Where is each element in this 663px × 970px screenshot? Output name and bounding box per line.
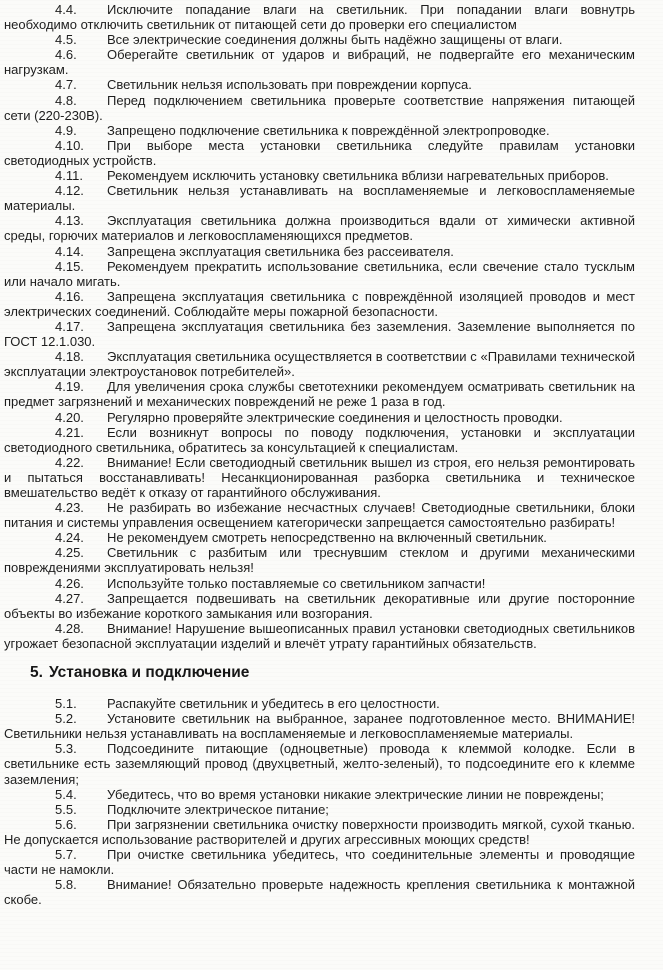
- clause-number: 5.2.: [55, 711, 77, 727]
- clause-text: Внимание! Обязательно проверьте надежность крепления светильника к монтажной скобе.: [4, 877, 635, 908]
- clause-paragraph: [4, 591, 635, 621]
- clause-number: 5.7.: [55, 846, 77, 862]
- clause-number: 4.25.: [55, 545, 84, 561]
- clause-text: Запрещено подключение светильника к повреждённой электропроводке.: [107, 122, 550, 138]
- clause-paragraph: [4, 741, 635, 786]
- clause-paragraph: [4, 410, 635, 425]
- clause-paragraph: [4, 213, 635, 243]
- clause-paragraph: [4, 123, 635, 138]
- clause-paragraph: [4, 138, 635, 168]
- clause-text: Светильник нельзя использовать при повреждении корпуса.: [107, 77, 472, 93]
- clause-text: Внимание! Если светодиодный светильник вышел из строя, его нельзя ремонтировать и пытаться восстанавливать! Несанкционированная разборка светильника и техническое вмешательство ведёт к отказу от гарантийного обслуживания.: [4, 454, 635, 500]
- clause-text: Оберегайте светильник от ударов и вибраций, не подвергайте его механическим нагрузкам.: [4, 47, 635, 78]
- section-4-clauses: [4, 2, 635, 651]
- clause-paragraph: [4, 379, 635, 409]
- clause-number: 4.28.: [55, 620, 84, 636]
- clause-number: 4.12.: [55, 183, 84, 199]
- clause-text: Подключите электрическое питание;: [107, 801, 329, 817]
- clause-text: Не разбирать во избежание несчастных случаев! Светодиодные светильники, блоки питания и системы управления освещением категорически запрещается самостоятельно разбирать!: [4, 500, 635, 531]
- clause-number: 4.26.: [55, 575, 84, 591]
- clause-text: Распакуйте светильник и убедитесь в его целостности.: [107, 696, 440, 712]
- clause-paragraph: [4, 530, 635, 545]
- clause-number: 4.16.: [55, 288, 84, 304]
- clause-number: 5.5.: [55, 801, 77, 817]
- clause-number: 5.1.: [55, 696, 77, 712]
- clause-number: 4.7.: [55, 77, 77, 93]
- clause-text: При выборе места установки светильника следуйте правилам установки светодиодных устройств.: [4, 137, 635, 168]
- clause-number: 4.24.: [55, 530, 84, 546]
- clause-text: Запрещена эксплуатация светильника без заземления. Заземление выполняется по ГОСТ 12.1.030.: [4, 318, 635, 350]
- clause-text: Не рекомендуем смотреть непосредственно на включенный светильник.: [107, 530, 547, 546]
- clause-number: 5.4.: [55, 786, 77, 802]
- clause-text: Для увеличения срока службы светотехники рекомендуем осматривать светильник на предмет загрязнений и механических повреждений не реже 1 раза в год.: [4, 379, 635, 410]
- clause-text: Используйте только поставляемые со светильником запчасти!: [107, 575, 486, 591]
- clause-text: Внимание! Нарушение вышеописанных правил установки светодиодных светильников угрожает безопасной эксплуатации изделий и влечёт утрату гарантийных обязательств.: [4, 620, 635, 651]
- section-5-heading: [30, 663, 635, 683]
- clause-number: 4.22.: [55, 454, 84, 470]
- clause-number: 4.10.: [55, 137, 84, 153]
- clause-text: Если возникнут вопросы по поводу подключения, установки и эксплуатации светодиодного светильника, обратитесь за консультацией к специалистам.: [4, 424, 635, 455]
- clause-paragraph: [4, 47, 635, 77]
- clause-paragraph: [4, 877, 635, 907]
- section-5-heading-number: 5.: [30, 664, 43, 682]
- clause-paragraph: [4, 711, 635, 741]
- clause-paragraph: [4, 32, 635, 47]
- clause-text: Рекомендуем исключить установку светильника вблизи нагревательных приборов.: [107, 168, 609, 184]
- clause-number: 5.3.: [55, 741, 77, 757]
- clause-number: 4.14.: [55, 243, 84, 259]
- clause-text: Все электрические соединения должны быть надёжно защищены от влаги.: [107, 32, 563, 48]
- clause-number: 4.21.: [55, 424, 84, 440]
- clause-paragraph: [4, 576, 635, 591]
- clause-paragraph: [4, 77, 635, 92]
- clause-text: Светильник с разбитым или треснувшим стеклом и другими механическими повреждениями эксплуатировать нельзя!: [4, 545, 635, 576]
- clause-paragraph: [4, 455, 635, 500]
- clause-paragraph: [4, 787, 635, 802]
- clause-paragraph: [4, 2, 635, 32]
- clause-paragraph: [4, 425, 635, 455]
- clause-number: 4.11.: [55, 168, 83, 184]
- clause-number: 4.27.: [55, 590, 84, 606]
- clause-text: Подсоедините питающие (одноцветные) провода к клеммой колодке. Если в светильнике есть заземляющий провод (двухцветный, желто-зеленый), то подсоедините его к клемме заземления;: [4, 741, 635, 787]
- clause-paragraph: [4, 244, 635, 259]
- clause-paragraph: [4, 847, 635, 877]
- clause-paragraph: [4, 349, 635, 379]
- clause-paragraph: [4, 621, 635, 651]
- clause-number: 4.20.: [55, 409, 84, 425]
- clause-paragraph: [4, 545, 635, 575]
- clause-number: 4.4.: [55, 2, 77, 17]
- clause-text: При загрязнении светильника очистку поверхности производить мягкой, сухой тканью. Не допускается использование растворителей и других агрессивных моющих средств!: [4, 816, 635, 847]
- clause-number: 4.15.: [55, 258, 84, 274]
- section-5-heading-title: Установка и подключение: [49, 664, 250, 682]
- clause-text: Исключите попадание влаги на светильник. При попадании влаги вовнутрь необходимо отключить светильник от питающей сети до проверки его специалистом: [4, 2, 635, 33]
- clause-number: 5.6.: [55, 816, 77, 832]
- clause-paragraph: [4, 319, 635, 349]
- clause-text: Перед подключением светильника проверьте соответствие напряжения питающей сети (220-230В).: [4, 92, 635, 123]
- clause-text: Запрещается подвешивать на светильник декоративные или другие посторонние объекты во избежание короткого замыкания или возгорания.: [4, 590, 635, 621]
- clause-text: Запрещена эксплуатация светильника без рассеивателя.: [107, 243, 454, 259]
- clause-text: Рекомендуем прекратить использование светильника, если свечение стало тусклым или начало мигать.: [4, 258, 635, 289]
- clause-number: 5.8.: [55, 877, 77, 893]
- section-5-clauses: [4, 696, 635, 907]
- clause-paragraph: [4, 817, 635, 847]
- clause-text: Установите светильник на выбранное, заранее подготовленное место. ВНИМАНИЕ! Светильники нельзя устанавливать на воспламеняемые и легковоспламеняемые материалы.: [4, 711, 635, 742]
- clause-text: Регулярно проверяйте электрические соединения и целостность проводки.: [107, 409, 563, 425]
- clause-paragraph: [4, 289, 635, 319]
- clause-paragraph: [4, 93, 635, 123]
- clause-text: При очистке светильника убедитесь, что соединительные элементы и проводящие части не намокли.: [4, 846, 635, 878]
- clause-number: 4.5.: [55, 32, 77, 48]
- clause-text: Эксплуатация светильника осуществляется в соответствии с «Правилами технической эксплуатации электроустановок потребителей».: [4, 349, 635, 380]
- clause-text: Убедитесь, что во время установки никакие электрические линии не повреждены;: [107, 786, 604, 802]
- clause-paragraph: [4, 183, 635, 213]
- clause-number: 4.13.: [55, 213, 84, 229]
- clause-paragraph: [4, 802, 635, 817]
- clause-paragraph: [4, 500, 635, 530]
- clause-number: 4.9.: [55, 122, 77, 138]
- clause-number: 4.23.: [55, 500, 84, 516]
- clause-text: Запрещена эксплуатация светильника с повреждённой изоляцией проводов и мест электрических соединений. Соблюдайте меры пожарной безопасности.: [4, 288, 635, 319]
- clause-number: 4.6.: [55, 47, 77, 63]
- clause-paragraph: [4, 259, 635, 289]
- clause-number: 4.17.: [55, 318, 84, 334]
- clause-paragraph: [4, 168, 635, 183]
- clause-text: Светильник нельзя устанавливать на воспламеняемые и легковоспламеняемые материалы.: [4, 183, 635, 214]
- clause-text: Эксплуатация светильника должна производиться вдали от химически активной среды, горючих материалов и легковоспламеняющихся предметов.: [4, 213, 635, 244]
- clause-number: 4.18.: [55, 349, 84, 365]
- clause-number: 4.8.: [55, 92, 77, 108]
- clause-paragraph: [4, 696, 635, 711]
- clause-number: 4.19.: [55, 379, 84, 395]
